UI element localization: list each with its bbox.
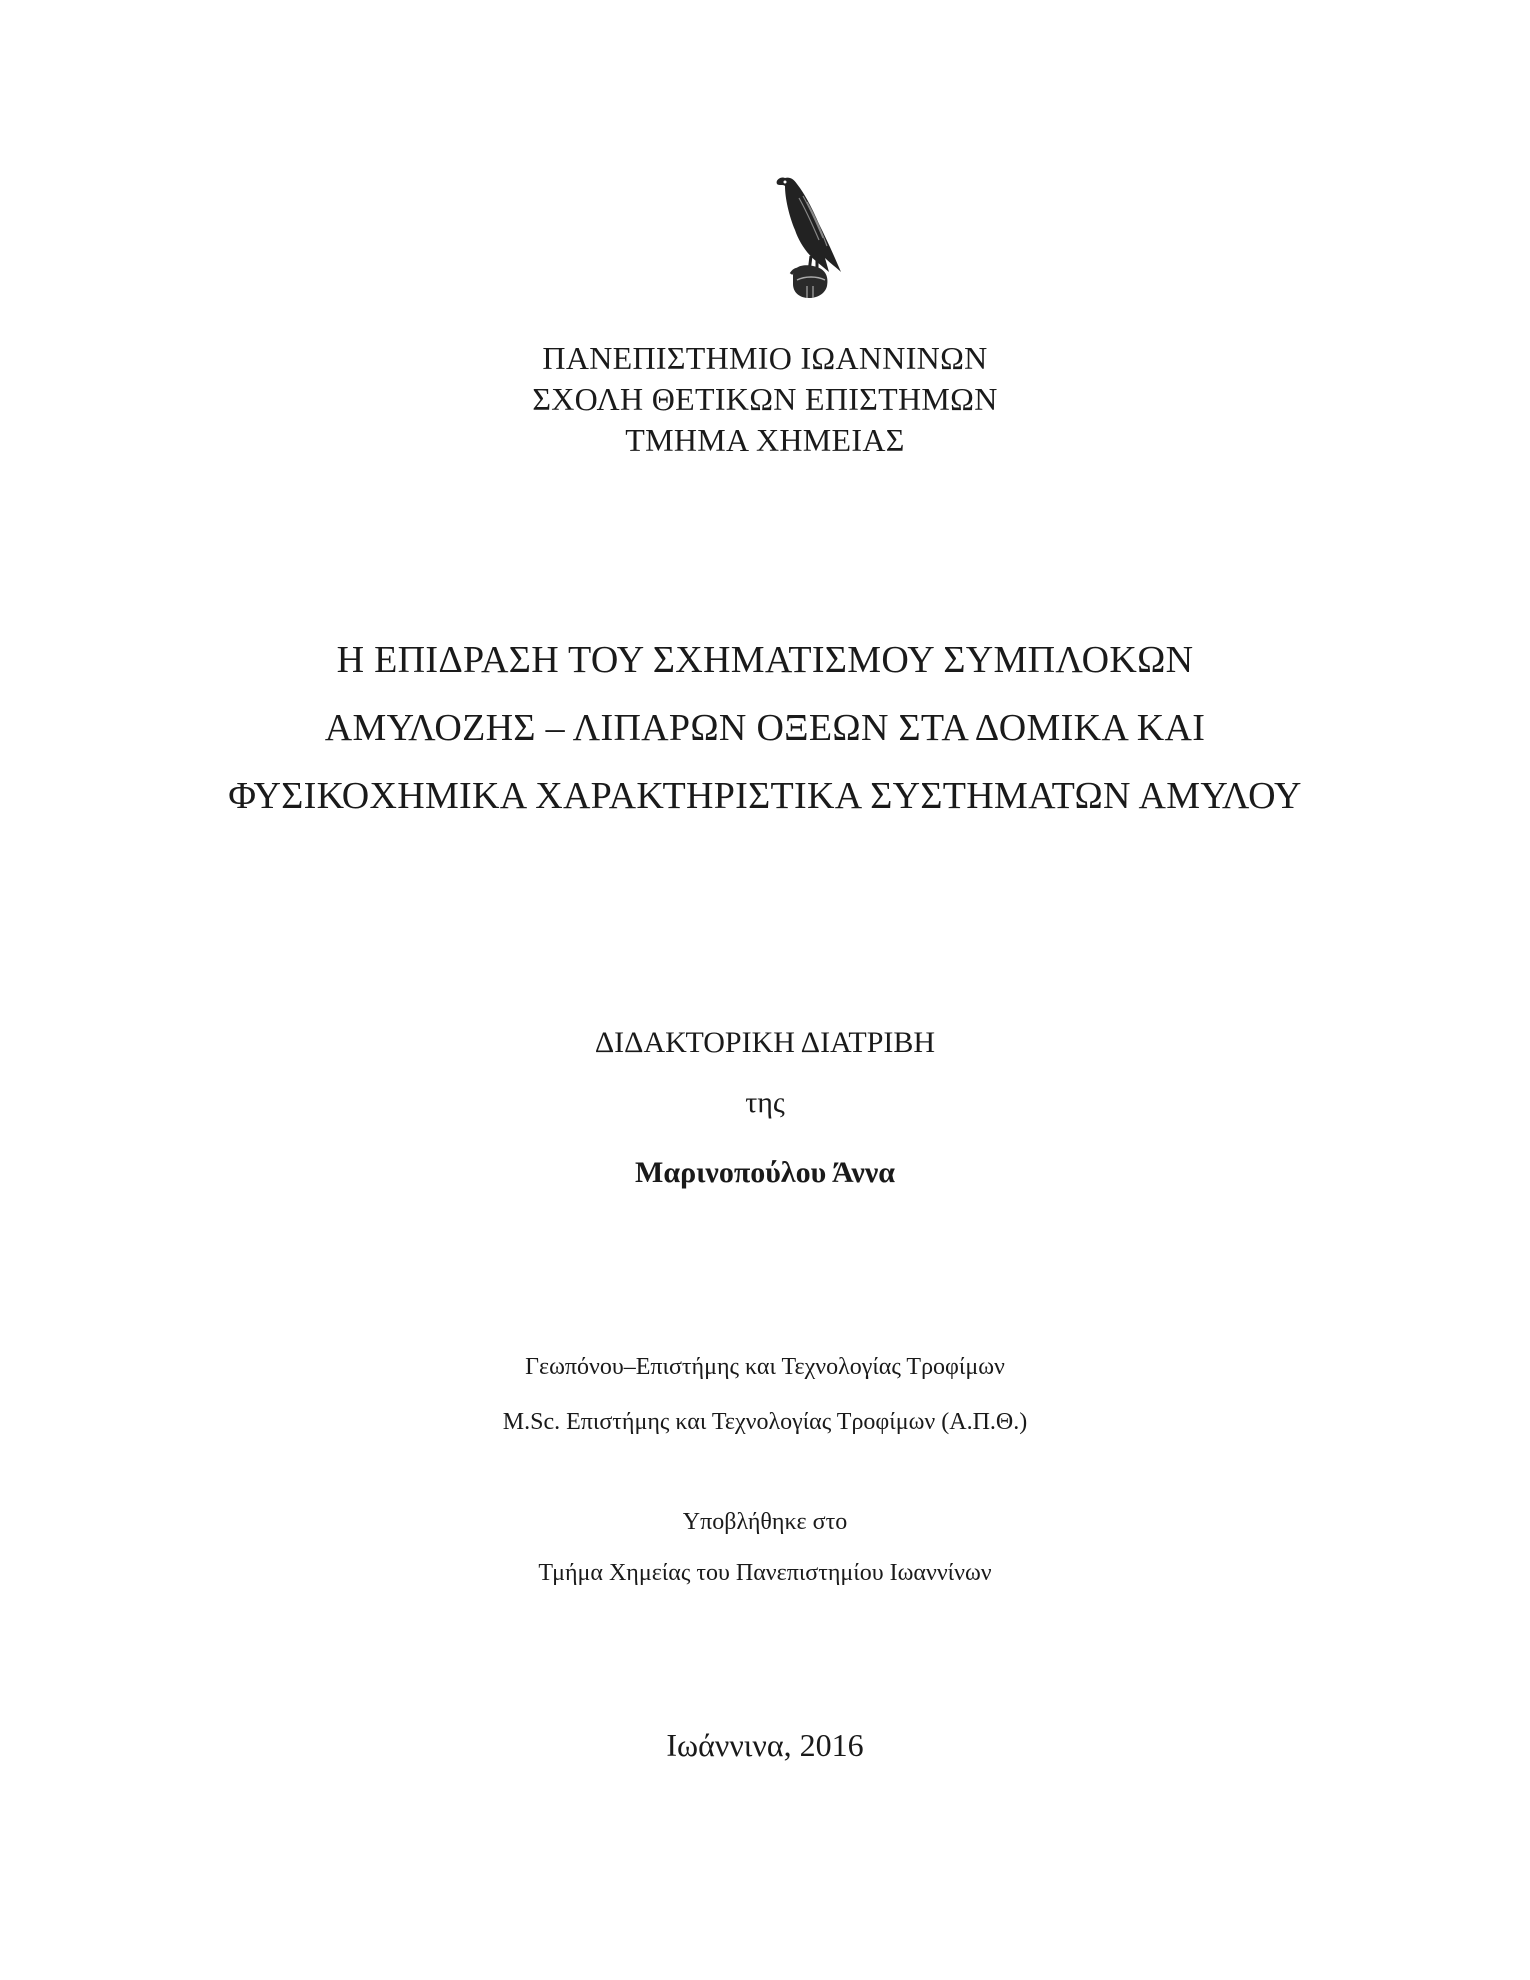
thesis-title-line-3: ΦΥΣΙΚΟΧΗΜΙΚΑ ΧΑΡΑΚΤΗΡΙΣΤΙΚΑ ΣΥΣΤΗΜΑΤΩΝ ΑΜΥΛΟΥ: [228, 775, 1302, 817]
submitted-to-label: Υποβλήθηκε στο: [682, 1509, 848, 1535]
eagle-emblem-icon: [755, 168, 865, 308]
department-name: ΤΜΗΜΑ ΧΗΜΕΙΑΣ: [625, 422, 905, 458]
school-name: ΣΧΟΛΗ ΘΕΤΙΚΩΝ ΕΠΙΣΤΗΜΩΝ: [532, 381, 998, 417]
author-name: Μαρινοπούλου Άννα: [635, 1156, 895, 1189]
university-name: ΠΑΝΕΠΙΣΤΗΜΙΟ ΙΩΑΝΝΙΝΩΝ: [542, 340, 988, 376]
thesis-title-line-1: Η ΕΠΙΔΡΑΣΗ ΤΟΥ ΣΧΗΜΑΤΙΣΜΟΥ ΣΥΜΠΛΟΚΩΝ: [336, 639, 1194, 681]
author-credential-2: M.Sc. Επιστήμης και Τεχνολογίας Τροφίμων (Α.Π.Θ.): [502, 1409, 1028, 1435]
thesis-type: ΔΙΔΑΚΤΟΡΙΚΗ ΔΙΑΤΡΙΒΗ: [594, 1026, 936, 1059]
author-credential-1: Γεωπόνου–Επιστήμης και Τεχνολογίας Τροφίμων: [525, 1354, 1005, 1380]
submitted-to-department: Τμήμα Χημείας του Πανεπιστημίου Ιωαννίνων: [538, 1560, 992, 1586]
thesis-of: της: [745, 1086, 785, 1119]
thesis-title-line-2: ΑΜΥΛΟΖΗΣ – ΛΙΠΑΡΩΝ ΟΞΕΩΝ ΣΤΑ ΔΟΜΙΚΑ ΚΑΙ: [324, 707, 1206, 749]
place-and-date: Ιωάννινα, 2016: [666, 1727, 864, 1763]
